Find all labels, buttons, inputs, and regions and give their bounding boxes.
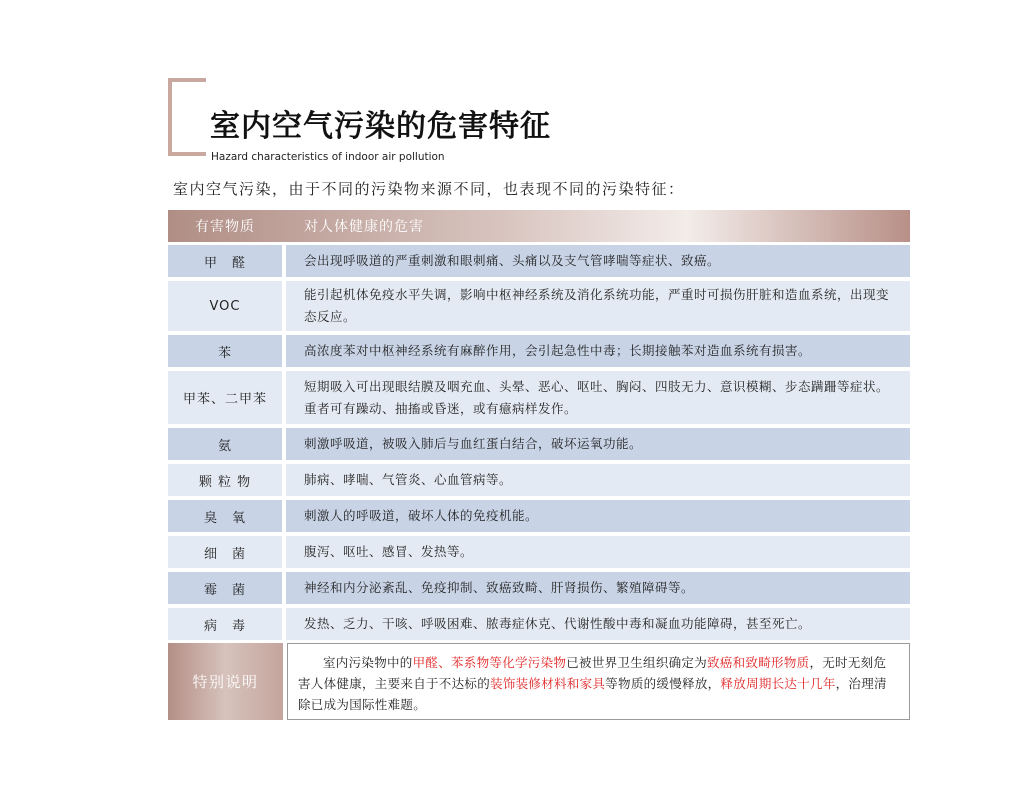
note-highlight-materials: 装饰装修材料和家具	[490, 676, 606, 691]
substance-cell: VOC	[168, 281, 282, 331]
hazard-cell: 腹泻、呕吐、感冒、发热等。	[286, 536, 910, 568]
note-highlight-carcinogen: 致癌和致畸形物质	[707, 655, 810, 670]
substance-cell: 甲苯、二甲苯	[168, 371, 282, 424]
note-highlight-chemicals: 甲醛、苯系物等化学污染物	[412, 655, 567, 670]
table-row	[168, 464, 910, 496]
substance-cell: 病 毒	[168, 608, 282, 640]
page-title: 室内空气污染的危害特征	[210, 109, 551, 144]
substance-cell: 苯	[168, 335, 282, 367]
note-highlight-release-period: 释放周期长达十几年	[720, 676, 836, 691]
hazard-cell: 肺病、哮喘、气管炎、心血管病等。	[286, 464, 910, 496]
note-text-segment: 室内污染物中的	[323, 655, 413, 670]
note-text-segment: ，无时无刻危害人体健康，主要来自于不达标的	[298, 655, 887, 691]
table-row	[168, 428, 910, 460]
header-substance: 有害物质	[195, 219, 255, 235]
hazard-cell: 神经和内分泌紊乱、免疫抑制、致癌致畸、肝肾损伤、繁殖障碍等。	[286, 572, 910, 604]
title-bracket-decoration	[168, 78, 206, 156]
substance-cell: 细 菌	[168, 536, 282, 568]
header-hazard: 对人体健康的危害	[304, 219, 424, 235]
special-note-text	[287, 643, 910, 720]
note-text-segment: 已被世界卫生组织确定为	[566, 655, 708, 670]
hazard-cell: 刺激人的呼吸道，破坏人体的免疫机能。	[286, 500, 910, 532]
hazard-cell: 短期吸入可出现眼结膜及咽充血、头晕、恶心、呕吐、胸闷、四肢无力、意识模糊、步态蹒跚等症状。重者可有躁动、抽搐或昏迷，或有癔病样发作。	[286, 371, 910, 424]
hazard-cell: 能引起机体免疫水平失调，影响中枢神经系统及消化系统功能，严重时可损伤肝脏和造血系统，出现变态反应。	[286, 281, 910, 331]
substance-cell: 甲 醛	[168, 245, 282, 277]
substance-cell: 氨	[168, 428, 282, 460]
hazard-cell: 刺激呼吸道，被吸入肺后与血红蛋白结合，破坏运氧功能。	[286, 428, 910, 460]
table-header	[168, 210, 910, 242]
hazard-table	[168, 210, 910, 644]
page-subtitle: Hazard characteristics of indoor air pollution	[211, 151, 445, 163]
table-row	[168, 500, 910, 532]
hazard-cell: 发热、乏力、干咳、呼吸困难、脓毒症休克、代谢性酸中毒和凝血功能障碍，甚至死亡。	[286, 608, 910, 640]
table-row	[168, 371, 910, 424]
table-row	[168, 536, 910, 568]
note-text-segment: 等物质的缓慢释放，	[605, 676, 721, 691]
hazard-cell: 高浓度苯对中枢神经系统有麻醉作用，会引起急性中毒；长期接触苯对造血系统有损害。	[286, 335, 910, 367]
table-row	[168, 281, 910, 331]
substance-cell: 颗 粒 物	[168, 464, 282, 496]
special-note-label: 特别说明	[168, 643, 283, 720]
intro-text: 室内空气污染，由于不同的污染物来源不同，也表现不同的污染特征：	[173, 180, 685, 198]
table-row	[168, 572, 910, 604]
note-text-segment: ，治理清除已成为国际性难题。	[298, 676, 887, 712]
hazard-cell: 会出现呼吸道的严重刺激和眼刺痛、头痛以及支气管哮喘等症状、致癌。	[286, 245, 910, 277]
special-note	[168, 643, 910, 720]
substance-cell: 霉 菌	[168, 572, 282, 604]
table-row	[168, 335, 910, 367]
substance-cell: 臭 氧	[168, 500, 282, 532]
table-row	[168, 608, 910, 640]
table-row	[168, 245, 910, 277]
